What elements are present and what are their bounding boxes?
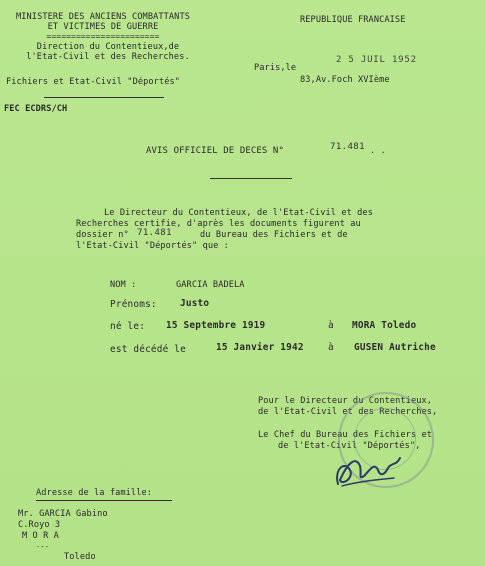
header-separator: =======================	[46, 32, 160, 41]
intro-line-2: Recherches certifie, d'après les documents figurent au	[76, 219, 361, 229]
family-label: Adresse de la famille:	[36, 488, 153, 498]
header-rule	[44, 97, 164, 98]
handwritten-signature-icon	[330, 440, 410, 496]
republic-heading: REPUBLIQUE FRANCAISE	[300, 15, 406, 25]
family-street: C.Royo 3	[18, 520, 61, 530]
birth-place-prefix: à	[328, 320, 334, 331]
date-stamp: 2 5 JUIL 1952	[336, 55, 417, 65]
signature-line-1: Pour le Directeur du Contentieux,	[258, 396, 433, 406]
birth-label: né le:	[110, 321, 146, 332]
nom-label: NOM :	[110, 280, 137, 290]
title-rule	[210, 178, 292, 179]
death-label: est décédé le	[110, 344, 186, 355]
direction-line-2: l'Etat-Civil et des Recherches.	[26, 52, 190, 62]
prenoms-value: Justo	[180, 298, 210, 309]
nom-value: GARCIA BADELA	[176, 280, 245, 290]
birth-place: MORA Toledo	[352, 320, 417, 331]
family-label-underline	[36, 500, 172, 501]
dossier-number: 71.481	[137, 228, 172, 238]
family-name: Mr. GARCIA Gabino	[18, 509, 108, 519]
intro-line-3a: dossier n°	[76, 230, 129, 240]
signature-line-3: Le Chef du Bureau des Fichiers et	[258, 430, 433, 440]
death-place: GUSEN Autriche	[354, 342, 436, 353]
birth-date: 15 Septembre 1919	[166, 320, 266, 331]
ministry-line-2: ET VICTIMES DE GUERRE	[47, 22, 159, 32]
death-date: 15 Janvier 1942	[216, 342, 304, 353]
signature-line-4: de l'Etat-Civil "Déportés",	[278, 441, 421, 451]
direction-line-1: Direction du Contentieux,de	[36, 42, 180, 52]
ministry-line-1: MINISTERE DES ANCIENS COMBATTANTS	[15, 12, 191, 22]
prenoms-label: Prénoms:	[110, 299, 157, 310]
reference-code: FEC ECDRS/CH	[4, 104, 68, 114]
place-label: Paris,le	[254, 63, 297, 73]
intro-line-1: Le Directeur du Contentieux, de l'Etat-Civil et des	[104, 208, 373, 218]
service-name: Fichiers et Etat-Civil "Déportés"	[6, 77, 181, 87]
intro-line-4: l'Etat-Civil "Déportés" que :	[76, 241, 229, 251]
title-dots: . .	[370, 146, 386, 156]
family-dash: ---	[36, 543, 49, 551]
notice-number: 71.481	[330, 142, 365, 152]
family-town: M O R A	[22, 531, 59, 541]
family-province: Toledo	[64, 552, 96, 562]
office-address: 83,Av.Foch XVIème	[300, 75, 390, 85]
death-place-prefix: à	[328, 342, 334, 353]
notice-title: AVIS OFFICIEL DE DECES N°	[146, 146, 284, 156]
signature-line-2: de l'Etat-Civil et des Recherches,	[258, 407, 438, 417]
intro-line-3b: du Bureau des Fichiers et de	[200, 230, 348, 240]
